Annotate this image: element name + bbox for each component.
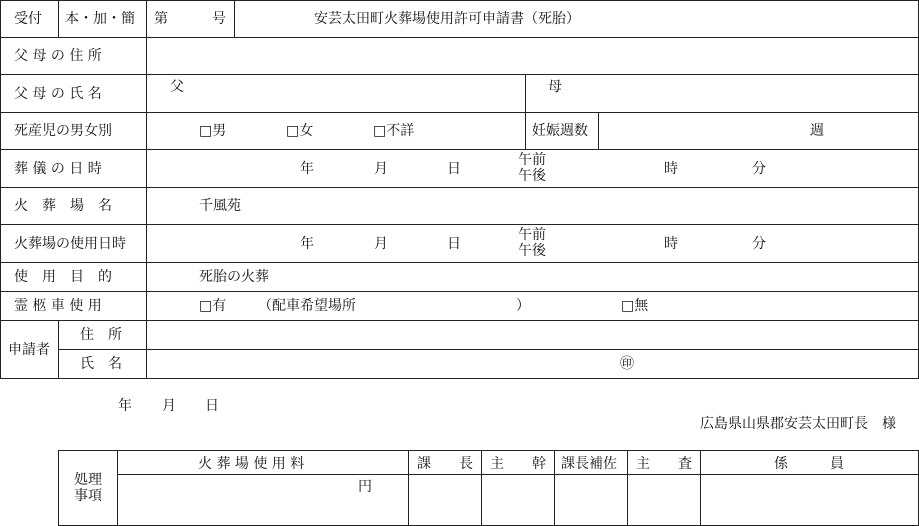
pm-label: 午後 (518, 243, 546, 259)
col-divider (58, 0, 59, 37)
pickup-place-label: （配車希望場所 (258, 298, 356, 314)
row-divider (0, 291, 919, 292)
minute-unit: 分 (752, 236, 766, 252)
am-pm-choice[interactable] (518, 227, 546, 259)
female-checkbox[interactable]: □女 (286, 123, 314, 139)
unknown-checkbox[interactable]: □不詳 (373, 123, 415, 139)
row-divider (0, 187, 919, 188)
form-title: 安芸太田町火葬場使用許可申請書（死胎） (314, 11, 580, 27)
kakari-header: 係 員 (774, 456, 844, 472)
am-label: 午前 (518, 227, 546, 243)
yen-unit: 円 (358, 479, 372, 495)
pm-label: 午後 (518, 168, 546, 184)
applicant-label: 申請者 (8, 342, 50, 358)
processing-label-line1: 処理 (74, 472, 102, 488)
processing-label-line2: 事項 (74, 488, 102, 504)
parents-name-label: 父 母 の 氏 名 (14, 86, 102, 102)
applicant-address-label: 住 所 (80, 327, 122, 343)
row-divider (0, 112, 919, 113)
year-unit: 年 (300, 161, 314, 177)
day-unit: 日 (447, 161, 461, 177)
date-year-unit: 年 (118, 398, 132, 414)
am-label: 午前 (518, 152, 546, 168)
kacho-header: 課 長 (417, 456, 473, 472)
col-divider (234, 0, 235, 37)
row-divider (0, 37, 919, 38)
processing-label (74, 472, 102, 504)
purpose-label: 使 用 目 的 (14, 269, 112, 285)
month-unit: 月 (374, 161, 388, 177)
mother-label: 母 (548, 79, 562, 95)
row-divider (117, 474, 919, 475)
seal-mark: ㊞ (620, 356, 634, 372)
crematorium-label: 火 葬 場 名 (14, 198, 112, 214)
hearse-no-checkbox[interactable]: □無 (621, 298, 649, 314)
date-day-unit: 日 (205, 398, 219, 414)
male-checkbox[interactable]: □男 (199, 123, 227, 139)
crematorium-value: 千風苑 (199, 198, 241, 214)
shusa-header: 主 査 (636, 456, 692, 472)
row-divider (0, 74, 919, 75)
row-divider (0, 320, 919, 321)
weeks-unit: 週 (810, 123, 824, 139)
day-unit: 日 (447, 236, 461, 252)
parents-address-label: 父 母 の 住 所 (14, 48, 102, 64)
year-unit: 年 (300, 236, 314, 252)
label-column-divider (146, 0, 147, 379)
father-label: 父 (170, 79, 184, 95)
col-divider (58, 320, 59, 379)
col-divider (481, 450, 482, 526)
hearse-label: 霊 柩 車 使 用 (14, 298, 102, 314)
col-divider (700, 450, 701, 526)
kacho-hosa-header: 課長補佐 (561, 456, 617, 472)
parents-address-field[interactable] (148, 39, 917, 73)
row-divider (0, 262, 919, 263)
dai-label: 第 (154, 11, 168, 27)
applicant-name-label: 氏 名 (80, 356, 122, 372)
hon-ka-kan-label: 本・加・簡 (65, 11, 135, 27)
pregnancy-weeks-label: 妊娠週数 (532, 123, 588, 139)
fee-label: 火 葬 場 使 用 料 (198, 456, 305, 472)
am-pm-choice[interactable] (518, 152, 546, 184)
col-divider (408, 450, 409, 526)
row-divider (0, 224, 919, 225)
hour-unit: 時 (664, 161, 678, 177)
addressee: 広島県山県郡安芸太田町長 様 (700, 416, 896, 432)
row-divider (58, 349, 919, 350)
hour-unit: 時 (664, 236, 678, 252)
date-month-unit: 月 (162, 398, 176, 414)
month-unit: 月 (374, 236, 388, 252)
col-divider (598, 112, 599, 149)
go-label: 号 (212, 11, 226, 27)
shukan-header: 主 幹 (490, 456, 546, 472)
purpose-value: 死胎の火葬 (199, 269, 269, 285)
row-divider (0, 149, 919, 150)
col-divider (627, 450, 628, 526)
col-divider (554, 450, 555, 526)
col-divider (117, 450, 118, 526)
col-divider (525, 74, 526, 149)
uketsuke-label: 受付 (14, 11, 42, 27)
use-datetime-label: 火葬場の使用日時 (14, 236, 126, 252)
sex-label: 死産児の男女別 (14, 123, 112, 139)
minute-unit: 分 (752, 161, 766, 177)
funeral-datetime-label: 葬 儀 の 日 時 (14, 161, 102, 177)
hearse-yes-checkbox[interactable]: □有 (199, 298, 227, 314)
pickup-place-close: ） (516, 298, 530, 314)
